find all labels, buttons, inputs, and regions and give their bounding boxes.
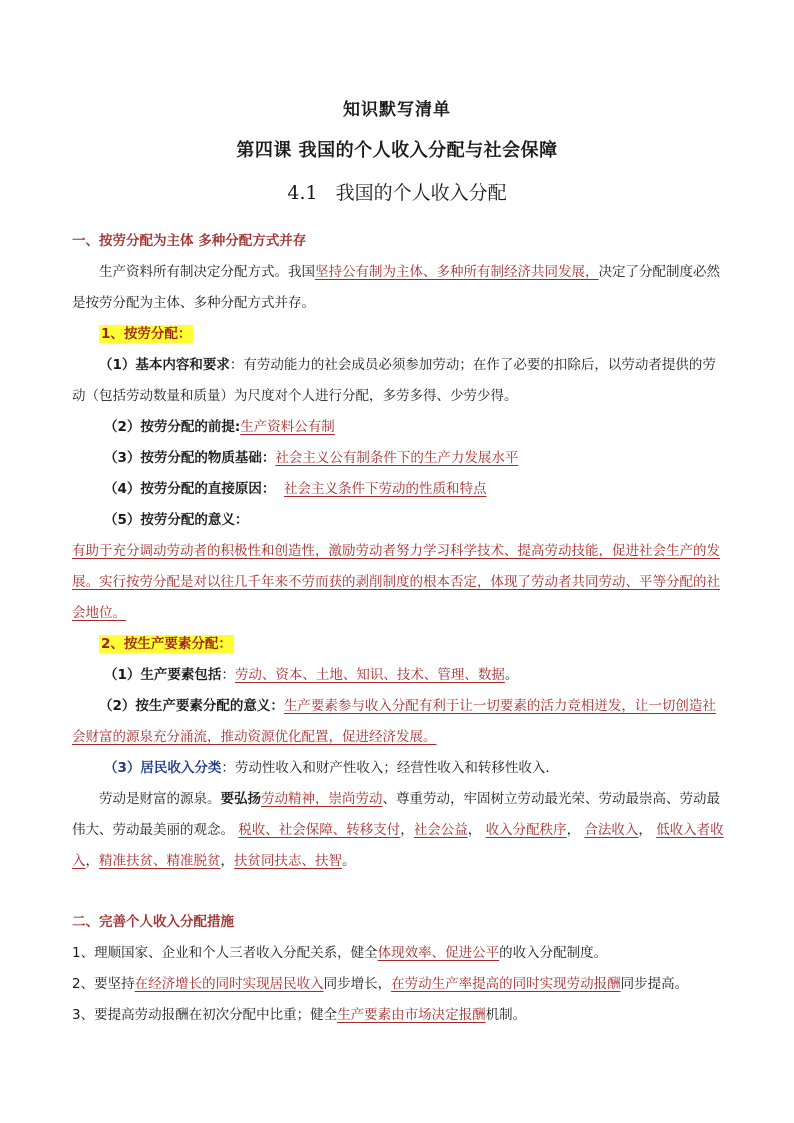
subheading-1 — [72, 319, 724, 350]
measure-2-answer-1: 在经济增长的同时实现居民收入 — [134, 976, 324, 992]
labor-sep: ， — [566, 822, 581, 838]
factor-point-2-colon: ： — [270, 698, 284, 714]
point-4-answer: 社会主义条件下劳动的性质和特点 — [284, 481, 487, 497]
labor-key-6: 低收入者收入 — [72, 822, 724, 869]
labor-end: 。 — [342, 853, 356, 869]
section-title-text: 我国的个人收入分配 — [335, 182, 507, 204]
factor-point-2-answer: 生产要素参与收入分配有利于让一切要素的活力竞相迸发，让一切创造社会财富的源泉充分涌流，推动资源优化配置，促进经济发展。 — [72, 698, 716, 745]
factor-point-3-text: ：劳动性收入和财产性收入；经营性收入和转移性收入. — [221, 760, 550, 776]
measure-2-text-mid: 同步增长， — [323, 976, 392, 992]
intro-paragraph — [72, 257, 724, 319]
point-1-text: ：有劳动能力的社会成员必须参加劳动；在作了必要的扣除后，以劳动者提供的劳动（包括劳动数量和质量）为尺度对个人进行分配，多劳多得、少劳少得。 — [72, 357, 716, 404]
section-number: 4.1 — [287, 182, 318, 204]
point-1 — [72, 350, 724, 412]
section1-heading: 一、按劳分配为主体 多种分配方式并存 — [72, 233, 307, 249]
section2-heading: 二、完善个人收入分配措施 — [72, 914, 234, 930]
point-4 — [72, 474, 724, 505]
factor-point-1 — [72, 660, 724, 691]
subheading-2 — [72, 629, 724, 660]
point-5 — [72, 505, 724, 536]
intro-key-term: 坚持公有制为主体、多种所有制经济共同发展， — [315, 264, 599, 280]
spacer — [72, 877, 724, 907]
measure-2-end: 同步提高。 — [620, 976, 689, 992]
measure-2-text: 2、要坚持 — [72, 976, 135, 992]
measure-1-answer: 体现效率、促进公平 — [377, 945, 500, 961]
measure-1-end: 的收入分配制度。 — [499, 945, 608, 961]
measure-3-text: 3、要提高劳动报酬在初次分配中比重；健全 — [72, 1007, 338, 1023]
lesson-title: 第四课 我国的个人收入分配与社会保障 — [236, 140, 558, 161]
labor-key-8: 扶贫同扶志、扶智 — [234, 853, 342, 869]
labor-sep: ， — [400, 822, 414, 838]
measure-1 — [72, 938, 724, 969]
point-2-label: （2）按劳分配的前提: — [104, 419, 241, 435]
point-3-colon: ： — [261, 450, 276, 466]
factor-point-1-answer: 劳动、资本、土地、知识、技术、管理、数据 — [234, 667, 505, 683]
labor-paragraph — [72, 784, 724, 877]
measure-2-answer-2: 在劳动生产率提高的同时实现劳动报酬 — [391, 976, 621, 992]
labor-key-3: 社会公益 — [413, 822, 468, 838]
factor-point-3 — [72, 753, 724, 784]
labor-sep: ， — [85, 853, 99, 869]
subheading-2-label: 2、按生产要素分配： — [101, 636, 232, 652]
content-body — [72, 226, 724, 1031]
factor-point-1-colon: ： — [221, 667, 235, 683]
point-5-answer: 有助于充分调动劳动者的积极性和创造性，激励劳动者努力学习科学技术、提高劳动技能，促进社会生产的发展。实行按劳分配是对以往几千年来不劳而获的剥削制度的根本否定，体现了劳动者共同劳动、平等分配的社会地位。 — [72, 543, 720, 621]
point-2-answer: 生产资料公有制 — [240, 419, 335, 435]
point-1-label: （1）基本内容和要求 — [99, 357, 230, 373]
point-5-body — [72, 536, 724, 629]
point-3 — [72, 443, 724, 474]
intro-text: 生产资料所有制决定分配方式。我国 — [99, 264, 315, 280]
factor-point-3-label: （3）居民收入分类 — [104, 760, 222, 776]
labor-text-b: 要弘扬 — [220, 791, 261, 807]
labor-text-c: 、尊重劳动，牢固树立劳动最光荣、劳动最崇高、劳动最伟大、劳动最美丽的观念。 — [72, 791, 720, 838]
measure-3-answer: 生产要素由市场决定报酬 — [337, 1007, 486, 1023]
measure-3-end: 机制。 — [485, 1007, 527, 1023]
labor-key-4: 收入分配秩序 — [485, 822, 567, 838]
labor-key-5: 合法收入 — [584, 822, 639, 838]
factor-point-2-label: （2）按生产要素分配的意义 — [99, 698, 271, 714]
measure-1-text: 1、理顺国家、企业和个人三者收入分配关系，健全 — [72, 945, 378, 961]
labor-text-a: 劳动是财富的源泉。 — [99, 791, 221, 807]
point-3-label: （3）按劳分配的物质基础 — [104, 450, 262, 466]
point-2 — [72, 412, 724, 443]
point-3-answer: 社会主义公有制条件下的生产力发展水平 — [275, 450, 519, 466]
factor-point-1-end: 。 — [504, 667, 519, 683]
measure-2 — [72, 969, 724, 1000]
labor-sep: ， — [638, 822, 652, 838]
labor-key-1: 劳动精神，崇尚劳动 — [261, 791, 383, 807]
factor-point-2 — [72, 691, 724, 753]
labor-sep: ， — [220, 853, 234, 869]
intro-text-end: 决定了分配制度必然是按劳分配为主体、多种分配方式并存。 — [72, 264, 720, 311]
section-title — [0, 178, 794, 205]
labor-key-2: 税收、社会保障、转移支付 — [238, 822, 401, 838]
page-title: 知识默写清单 — [343, 100, 451, 120]
subheading-1-label: 1、按劳分配： — [101, 326, 192, 342]
factor-point-1-label: （1）生产要素包括 — [104, 667, 222, 683]
measure-3 — [72, 1000, 724, 1031]
labor-key-7: 精准扶贫、精准脱贫 — [99, 853, 221, 869]
point-5-label: （5）按劳分配的意义： — [104, 512, 249, 528]
labor-sep: ， — [467, 822, 482, 838]
point-4-label: （4）按劳分配的直接原因： — [104, 481, 276, 497]
